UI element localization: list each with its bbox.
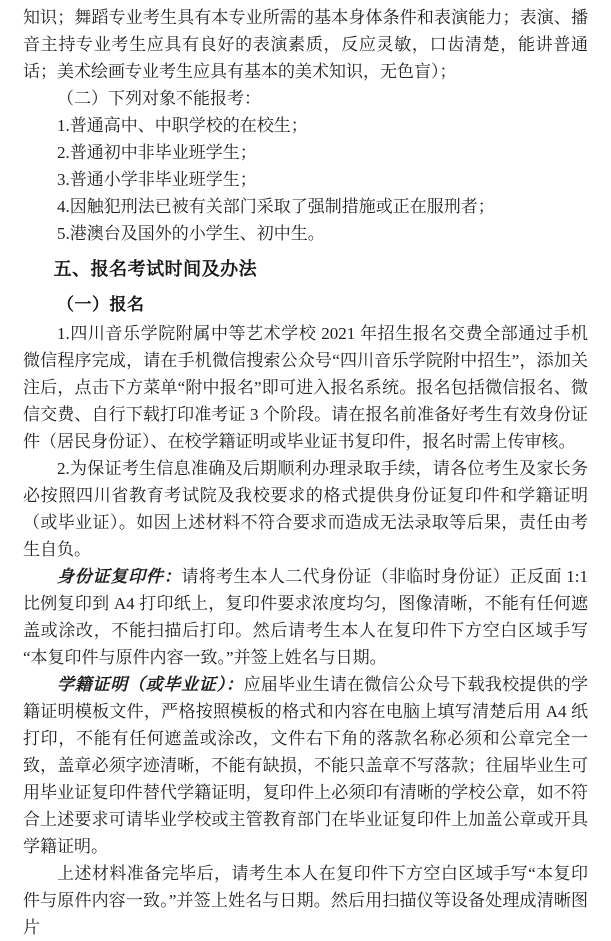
excluded-item-4: 4.因触犯刑法已被有关部门采取了强制措施或正在服刑者； <box>57 197 495 216</box>
registration-paragraph-2: 2.为保证考生信息准确及后期顺利办理录取手续，请各位考生及家长务必按照四川省教育考试院及我校要求的格式提供身份证复印件和学籍证明（或毕业证）。如因上述材料不符合要求而造成无法录取等后果，责任由考生自负。 <box>23 459 588 559</box>
excluded-item-1: 1.普通高中、中职学校的在校生； <box>57 116 308 135</box>
school-record-label: 学籍证明（或毕业证）： <box>57 675 244 694</box>
school-record-paragraph <box>23 671 588 860</box>
excluded-item-2: 2.普通初中非毕业班学生； <box>57 143 257 162</box>
excluded-objects-heading: （二）下列对象不能报考： <box>57 89 261 108</box>
materials-signature-paragraph: 上述材料准备完毕后，请考生本人在复印件下方空白区域手写“本复印件与原件内容一致。”并签上姓名与日期。然后用扫描仪等设备处理成清晰图片 <box>23 864 588 937</box>
id-card-copy-paragraph <box>23 563 588 671</box>
id-card-copy-label: 身份证复印件： <box>57 567 182 586</box>
excluded-item-3: 3.普通小学非毕业班学生； <box>57 170 257 189</box>
continuation-paragraph: 知识；舞蹈专业考生具有本专业所需的基本身体条件和表演能力；表演、播音主持专业考生应具有良好的表演素质，反应灵敏，口齿清楚，能讲普通话；美术绘画专业考生应具有基本的美术知识，无色盲）； <box>23 8 588 81</box>
school-record-text: 应届毕业生请在微信公众号下载我校提供的学籍证明模板文件，严格按照模板的格式和内容在电脑上填写清楚后用 A4 纸打印，不能有任何遮盖或涂改，文件右下角的落款名称必须和公章完全一致，盖章必须字迹清晰，不能有缺损，不能只盖章不写落款；往届毕业生可用毕业证复印件替代学籍证明，复印件上必须印有清晰的学校公章，如不符合上述要求可请毕业学校或主管教育部门在毕业证复印件上加盖公章或开具学籍证明。 <box>23 675 589 856</box>
excluded-item-5: 5.港澳台及国外的小学生、初中生。 <box>57 224 325 243</box>
excluded-list <box>23 112 588 247</box>
registration-paragraph-1: 1.四川音乐学院附属中等艺术学校 2021 年招生报名交费全部通过手机微信程序完成，请在手机微信搜索公众号“四川音乐学院附中招生”，添加关注后，点击下方菜单“附中报名”即可进入报名系统。报名包括微信报名、微信交费、自行下载打印准考证 3 个阶段。请在报名前准备好考生有效身份证件（居民身份证）、在校学籍证明或毕业证书复印件，报名时需上传审核。 <box>23 324 588 451</box>
section-five-heading: 五、报名考试时间及办法 <box>53 259 258 279</box>
id-card-copy-text: 请将考生本人二代身份证（非临时身份证）正反面 1:1 比例复印到 A4 打印纸上，复印件要求浓度均匀，图像清晰，不能有任何遮盖或涂改，不能扫描后打印。然后请考生本人在复印件下方空白区域手写“本复印件与原件内容一致。”并签上姓名与日期。 <box>23 567 589 667</box>
registration-subheading: （一）报名 <box>57 295 145 314</box>
